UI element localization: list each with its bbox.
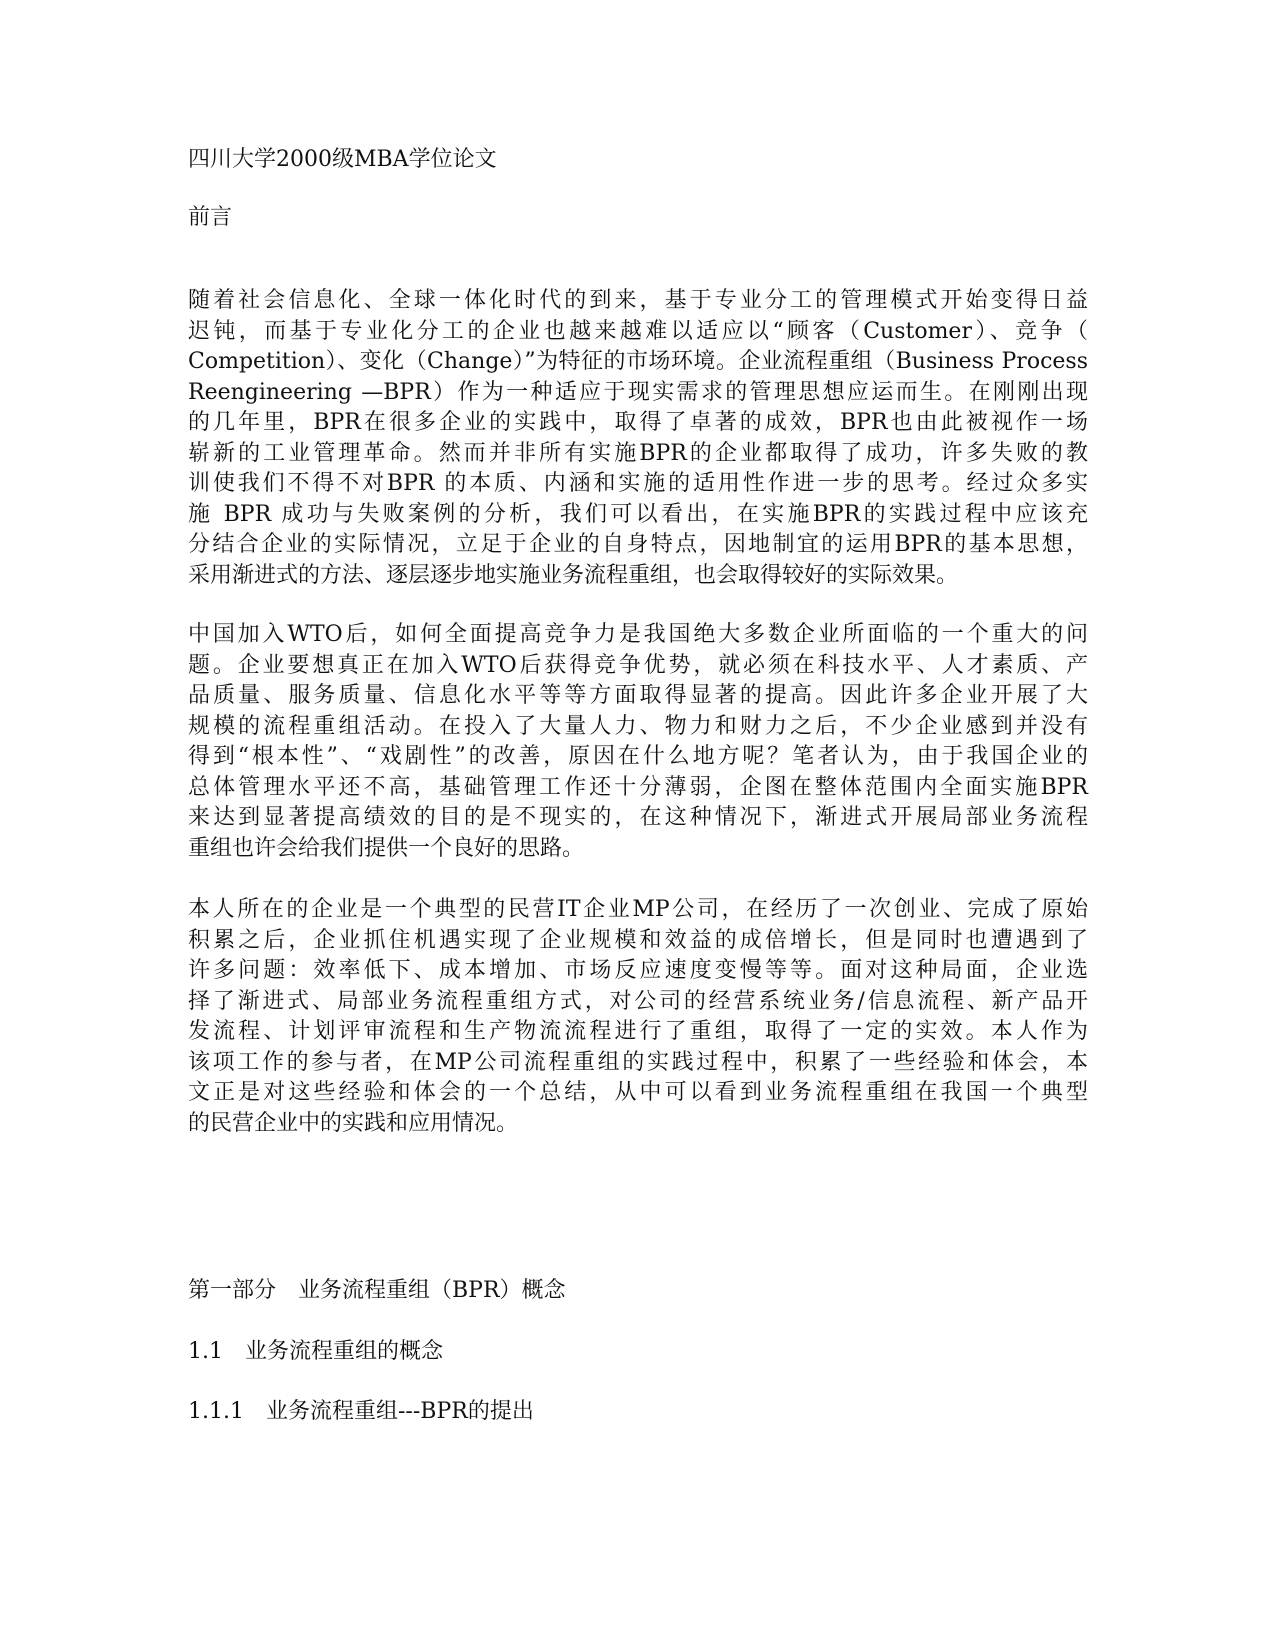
paragraph-line: 崭新的工业管理革命。然而并非所有实施BPR的企业都取得了成功，许多失败的教 — [188, 440, 1088, 466]
paragraph-line: Reengineering —BPR）作为一种适应于现实需求的管理思想应运而生。在刚刚出现 — [188, 379, 1088, 405]
part-one-heading: 第一部分 业务流程重组（BPR）概念 — [188, 1278, 566, 1303]
paragraph-line: 的几年里，BPR在很多企业的实践中，取得了卓著的成效，BPR也由此被视作一场 — [188, 410, 1088, 435]
paragraph-line: 本人所在的企业是一个典型的民营IT企业MP公司，在经历了一次创业、完成了原始 — [188, 897, 1088, 922]
paragraph-line: Competition）、变化（Change）”为特征的市场环境。企业流程重组（Business Process — [188, 349, 1088, 374]
section-1-1-heading: 1.1 业务流程重组的概念 — [188, 1339, 443, 1364]
paragraph-line: 中国加入WTO后，如何全面提高竞争力是我国绝大多数企业所面临的一个重大的问 — [188, 622, 1088, 647]
preface-paragraph-2 — [188, 620, 1088, 864]
paragraph-line: 总体管理水平还不高，基础管理工作还十分薄弱，企图在整体范围内全面实施BPR — [188, 774, 1088, 800]
paragraph-line: 文正是对这些经验和体会的一个总结，从中可以看到业务流程重组在我国一个典型 — [188, 1080, 1088, 1105]
paragraph-line: 分结合企业的实际情况，立足于企业的自身特点，因地制宜的运用BPR的基本思想， — [188, 532, 1088, 557]
paragraph-line: 得到“根本性”、“戏剧性”的改善，原因在什么地方呢？笔者认为，由于我国企业的 — [188, 744, 1088, 769]
paragraph-line: 迟钝，而基于专业化分工的企业也越来越难以适应以“顾客（Customer）、竞争（ — [188, 318, 1088, 344]
preface-paragraph-3 — [188, 895, 1088, 1139]
paragraph-line: 重组也许会给我们提供一个良好的思路。 — [188, 835, 585, 861]
preface-paragraph-1 — [188, 286, 1088, 591]
paragraph-line: 来达到显著提高绩效的目的是不现实的，在这种情况下，渐进式开展局部业务流程 — [188, 805, 1088, 830]
paragraph-line: 该项工作的参与者，在MP公司流程重组的实践过程中，积累了一些经验和体会，本 — [188, 1049, 1088, 1075]
paragraph-line: 发流程、计划评审流程和生产物流流程进行了重组，取得了一定的实效。本人作为 — [188, 1019, 1088, 1044]
preface-heading: 前言 — [188, 205, 233, 230]
paragraph-line: 随着社会信息化、全球一体化时代的到来，基于专业分工的管理模式开始变得日益 — [188, 288, 1088, 313]
thesis-title: 四川大学2000级MBA学位论文 — [188, 147, 497, 172]
paragraph-line: 积累之后，企业抓住机遇实现了企业规模和效益的成倍增长，但是同时也遭遇到了 — [188, 927, 1088, 953]
paragraph-line: 许多问题：效率低下、成本增加、市场反应速度变慢等等。面对这种局面，企业选 — [188, 958, 1088, 983]
paragraph-line: 品质量、服务质量、信息化水平等等方面取得显著的提高。因此许多企业开展了大 — [188, 683, 1088, 708]
section-1-1-1-heading: 1.1.1 业务流程重组---BPR的提出 — [188, 1399, 534, 1424]
paragraph-line: 采用渐进式的方法、逐层逐步地实施业务流程重组，也会取得较好的实际效果。 — [188, 562, 959, 588]
paragraph-line: 题。企业要想真正在加入WTO后获得竞争优势，就必须在科技水平、人才素质、产 — [188, 652, 1088, 678]
paragraph-line: 择了渐进式、局部业务流程重组方式，对公司的经营系统业务/信息流程、新产品开 — [188, 988, 1088, 1014]
paragraph-line: 的民营企业中的实践和应用情况。 — [188, 1110, 519, 1136]
paragraph-line: 训使我们不得不对BPR 的本质、内涵和实施的适用性作进一步的思考。经过众多实 — [188, 471, 1088, 496]
paragraph-line: 规模的流程重组活动。在投入了大量人力、物力和财力之后，不少企业感到并没有 — [188, 713, 1088, 739]
paragraph-line: 施 BPR 成功与失败案例的分析，我们可以看出，在实施BPR的实践过程中应该充 — [188, 501, 1088, 527]
